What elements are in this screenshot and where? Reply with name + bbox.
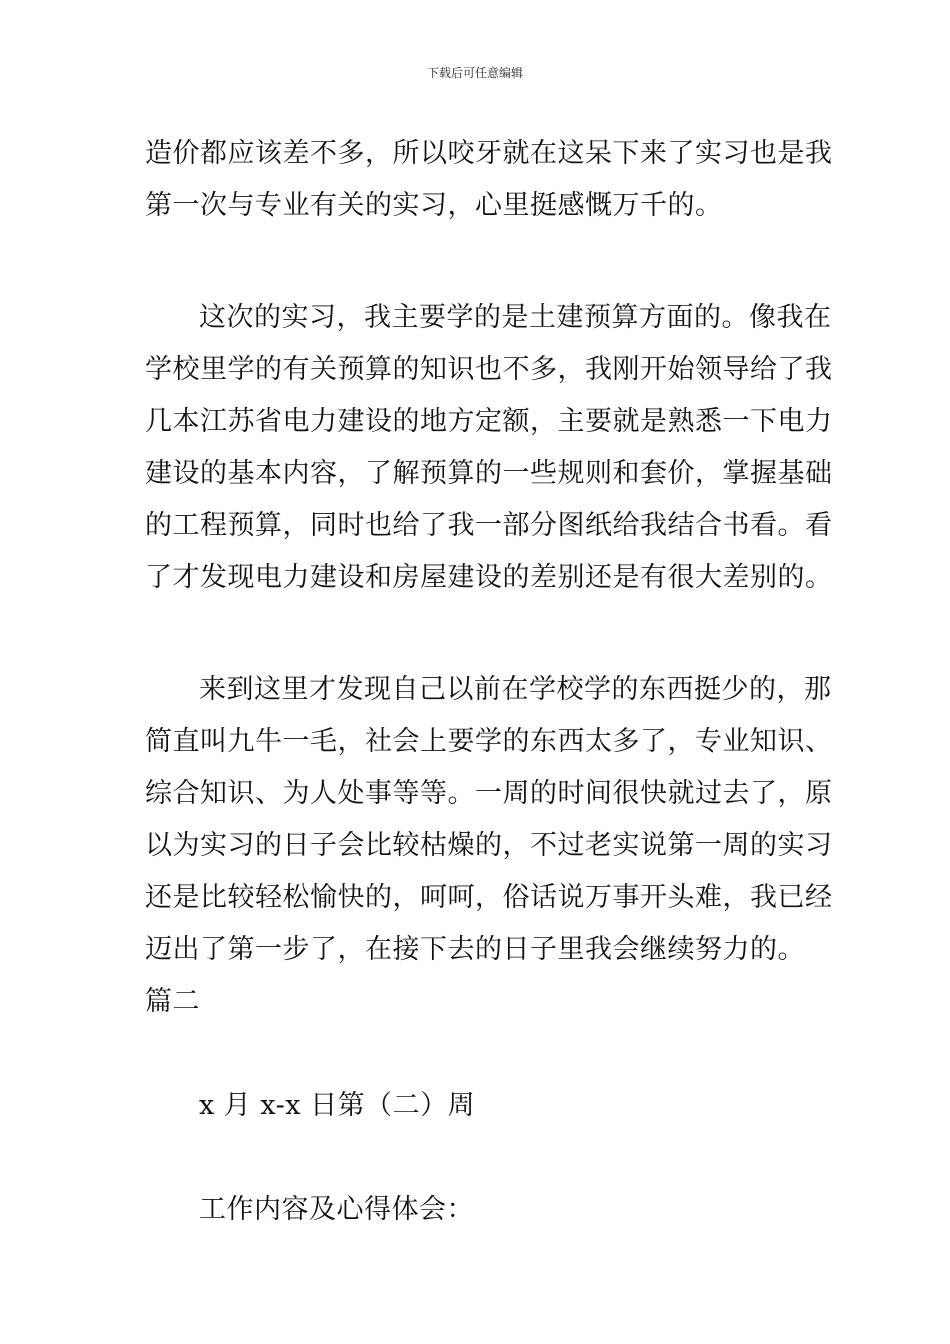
- text-line: 来到这里才发现自己以前在学校学的东西挺少的，那: [199, 674, 832, 705]
- week-line: x 月 x-x 日第（二）周: [199, 1090, 476, 1121]
- page-header: 下载后可任意编辑: [426, 66, 523, 80]
- text-line: 建设的基本内容，了解预算的一些规则和套价，掌握基础: [145, 458, 833, 489]
- text-line: 的工程预算，同时也给了我一部分图纸给我结合书看。看: [145, 510, 833, 541]
- text-line: 迈出了第一步了，在接下去的日子里我会继续努力的。: [145, 934, 805, 965]
- text-line: 以为实习的日子会比较枯燥的，不过老实说第一周的实习: [145, 830, 833, 861]
- text-line: 还是比较轻松愉快的，呵呵，俗话说万事开头难，我已经: [145, 882, 833, 913]
- paragraph-1: [145, 128, 833, 232]
- section-heading: 篇二: [145, 986, 200, 1017]
- paragraph-2: [145, 292, 833, 604]
- text-line: 了才发现电力建设和房屋建设的差别还是有很大差别的。: [145, 562, 833, 593]
- text-line: 第一次与专业有关的实习，心里挺感慨万千的。: [145, 190, 723, 221]
- work-heading: 工作内容及心得体会：: [199, 1194, 474, 1225]
- paragraph-3: [145, 664, 833, 976]
- text-line: 简直叫九牛一毛，社会上要学的东西太多了，专业知识、: [145, 726, 833, 757]
- document-body: [145, 128, 833, 1236]
- text-line: 几本江苏省电力建设的地方定额，主要就是熟悉一下电力: [145, 406, 833, 437]
- text-line: 造价都应该差不多，所以咬牙就在这呆下来了实习也是我: [145, 138, 833, 169]
- text-line: 学校里学的有关预算的知识也不多，我刚开始领导给了我: [145, 354, 833, 385]
- text-line: 综合知识、为人处事等等。一周的时间很快就过去了，原: [145, 778, 833, 809]
- text-line: 这次的实习，我主要学的是土建预算方面的。像我在: [199, 302, 832, 333]
